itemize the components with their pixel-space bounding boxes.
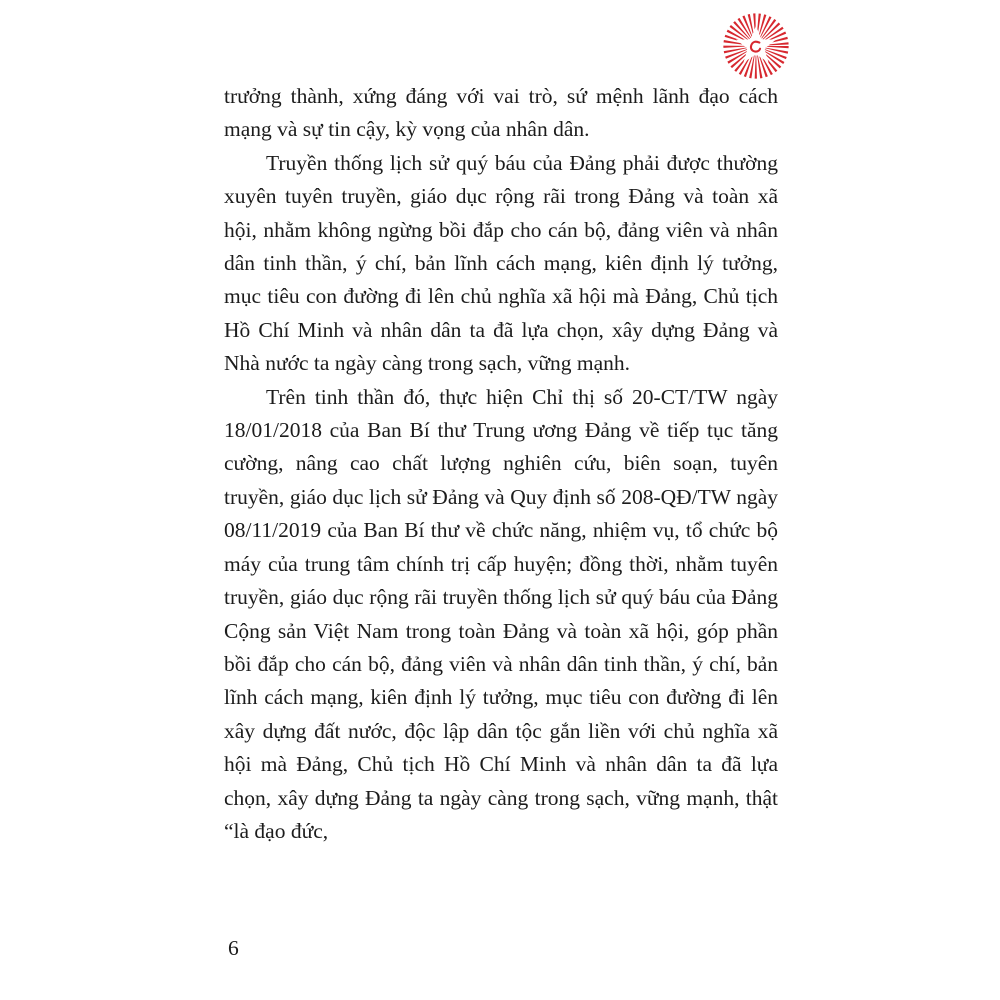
paragraph: Trên tinh thần đó, thực hiện Chỉ thị số 20-CT/TW ngày 18/01/2018 của Ban Bí thư Trung ương Đảng về tiếp tục tăng cường, nâng cao chất lượng nghiên cứu, biên soạn, tuyên truyền, giáo dục lịch sử Đảng và Quy định số 208-QĐ/TW ngày 08/11/2019 của Ban Bí thư về chức năng, nhiệm vụ, tổ chức bộ máy của trung tâm chính trị cấp huyện; đồng thời, nhằm tuyên truyền, giáo dục rộng rãi truyền thống lịch sử quý báu của Đảng Cộng sản Việt Nam trong toàn Đảng và toàn xã hội, góp phần bồi đắp cho cán bộ, đảng viên và nhân dân tinh thần, ý chí, bản lĩnh cách mạng, kiên định lý tưởng, mục tiêu con đường đi lên xây dựng đất nước, độc lập dân tộc gắn liền với chủ nghĩa xã hội mà Đảng, Chủ tịch Hồ Chí Minh và nhân dân ta đã lựa chọn, xây dựng Đảng ta ngày càng trong sạch, vững mạnh, thật “là đạo đức, bbox=[224, 384, 778, 843]
star-burst-icon bbox=[722, 12, 790, 80]
paragraph: Truyền thống lịch sử quý báu của Đảng phải được thường xuyên tuyên truyền, giáo dục rộng rãi trong Đảng và toàn xã hội, nhằm không ngừng bồi đắp cho cán bộ, đảng viên và nhân dân tinh thần, ý chí, bản lĩnh cách mạng, kiên định lý tưởng, mục tiêu con đường đi lên chủ nghĩa xã hội mà Đảng, Chủ tịch Hồ Chí Minh và nhân dân ta đã lựa chọn, xây dựng Đảng và Nhà nước ta ngày càng trong sạch, vững mạnh. bbox=[224, 150, 778, 376]
paragraph-continuation: trưởng thành, xứng đáng với vai trò, sứ mệnh lãnh đạo cách mạng và sự tin cậy, kỳ vọng của nhân dân. bbox=[224, 84, 778, 142]
publisher-star-logo bbox=[722, 12, 790, 80]
page-number: 6 bbox=[228, 936, 239, 960]
body-text bbox=[224, 80, 778, 848]
